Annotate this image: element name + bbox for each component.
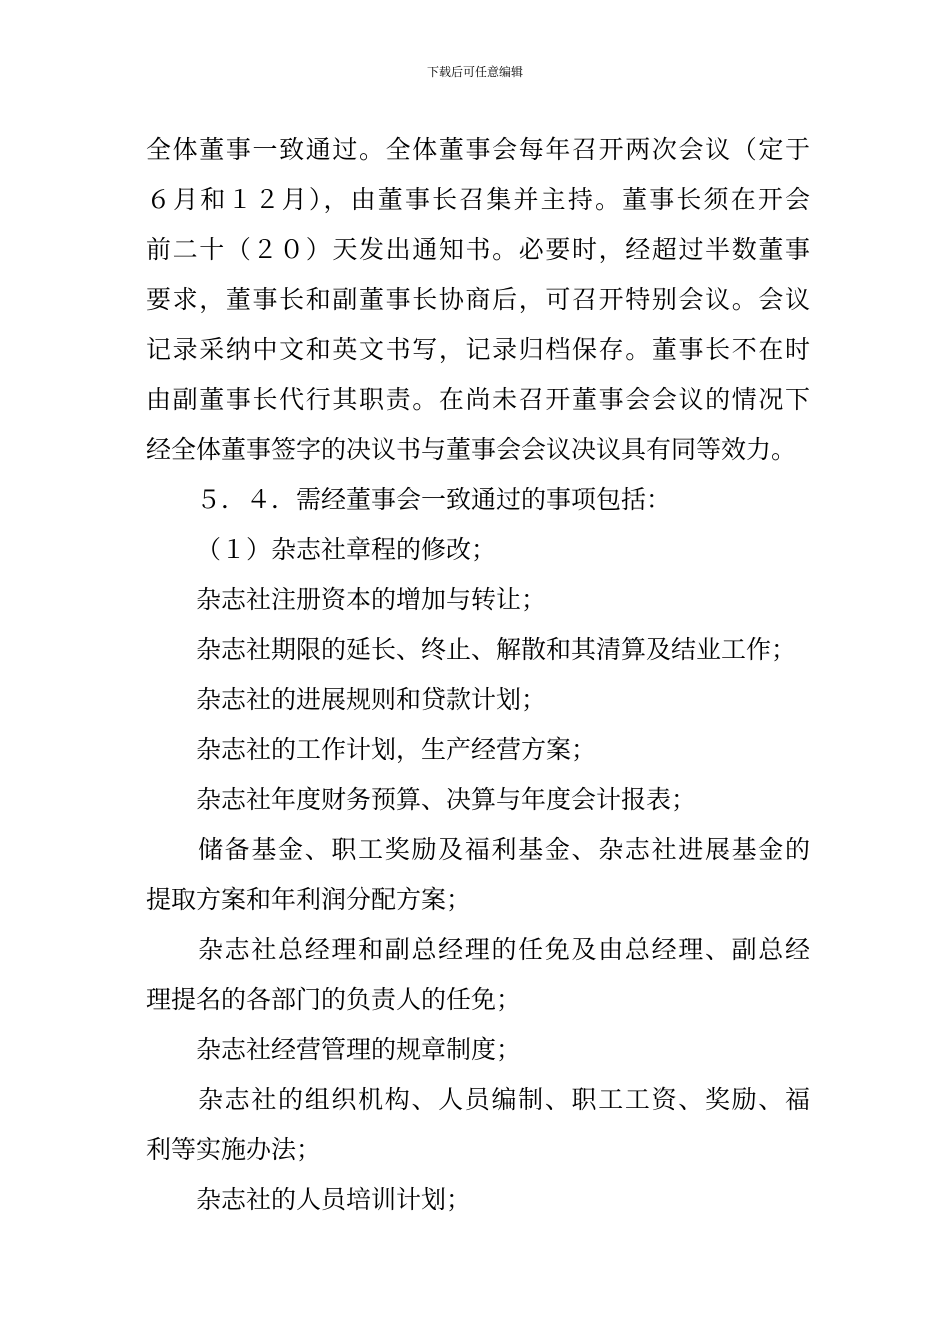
list-item: 杂志社年度财务预算、决算与年度会计报表；	[196, 785, 697, 814]
list-item: 储备基金、职工奖励及福利基金、杂志社进展基金的	[198, 835, 810, 864]
list-item: 杂志社总经理和副总经理的任免及由总经理、副总经	[198, 935, 810, 964]
list-item-continuation: 理提名的各部门的负责人的任免；	[146, 985, 522, 1014]
paragraph-line: 要求，董事长和副董事长协商后，可召开特别会议。会议	[146, 285, 810, 314]
list-item: （１）杂志社章程的修改；	[196, 535, 497, 564]
list-item: 杂志社注册资本的增加与转让；	[196, 585, 547, 614]
section-heading: ５．４．需经董事会一致通过的事项包括：	[196, 485, 672, 514]
list-item: 杂志社期限的延长、终止、解散和其清算及结业工作；	[196, 635, 797, 664]
list-item: 杂志社的进展规则和贷款计划；	[196, 685, 547, 714]
paragraph-line: 由副董事长代行其职责。在尚未召开董事会会议的情况下	[146, 385, 810, 414]
list-item-continuation: 提取方案和年利润分配方案；	[146, 885, 472, 914]
list-item: 杂志社的人员培训计划；	[196, 1185, 472, 1214]
list-item-continuation: 利等实施办法；	[146, 1135, 322, 1164]
paragraph-line: ６月和１２月），由董事长召集并主持。董事长须在开会	[146, 185, 810, 214]
paragraph-line: 前二十（２０）天发出通知书。必要时，经超过半数董事	[146, 235, 810, 264]
page-header: 下载后可任意编辑	[426, 65, 523, 79]
list-item: 杂志社经营管理的规章制度；	[196, 1035, 522, 1064]
paragraph-line: 全体董事一致通过。全体董事会每年召开两次会议（定于	[146, 135, 810, 164]
list-item: 杂志社的工作计划，生产经营方案；	[196, 735, 597, 764]
paragraph-line: 记录采纳中文和英文书写，记录归档保存。董事长不在时	[146, 335, 810, 364]
paragraph-line: 经全体董事签字的决议书与董事会会议决议具有同等效力。	[146, 435, 797, 464]
list-item: 杂志社的组织机构、人员编制、职工工资、奖励、福	[198, 1085, 810, 1114]
